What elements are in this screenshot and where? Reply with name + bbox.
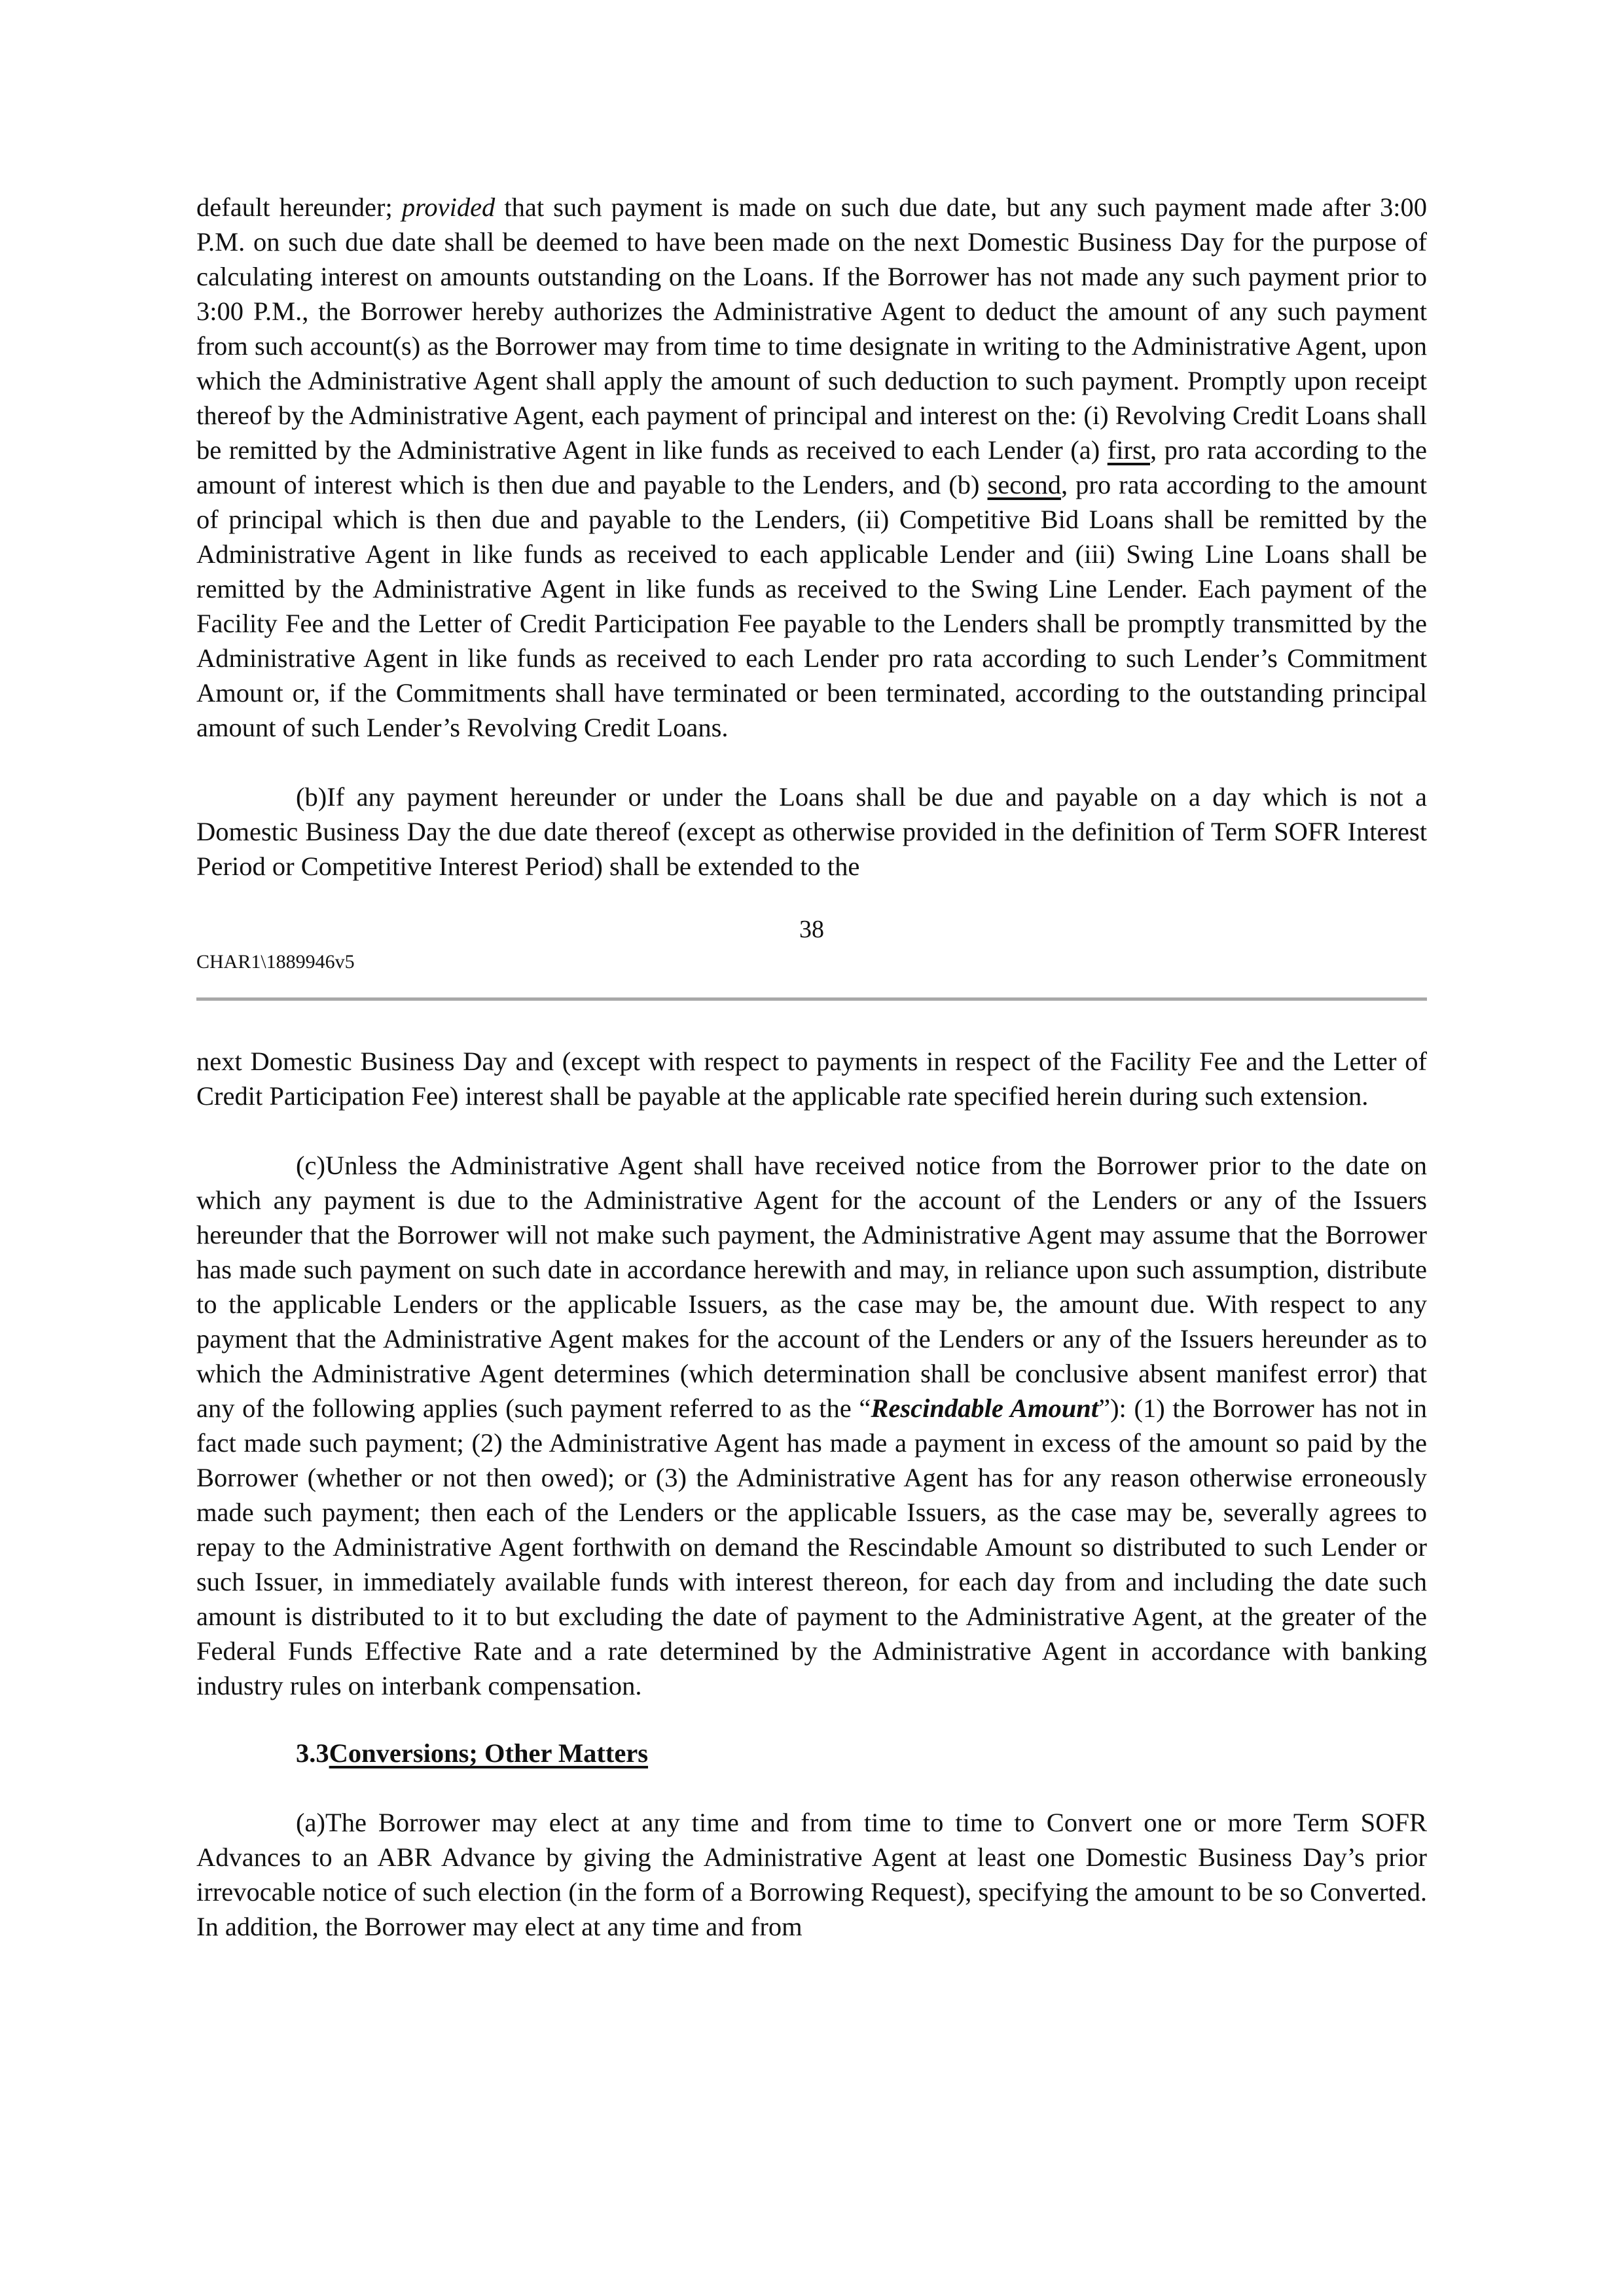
text-run: , pro rata according to the amount of principal which is then due and payable to the Lenders, (ii) Competitive Bid Loans shall be remitted by the Administrative Agent in like funds as received to each applicable Lender and (iii) Swing Line Loans shall be remitted by the Administrative Agent in like funds as received to the Swing Line Lender. Each payment of the Facility Fee and the Letter of Credit Participation Fee payable to the Lenders shall be promptly transmitted by the Administrative Agent in like funds as received to each Lender pro rata according to such Lender’s Commitment Amount or, if the Commitments shall have terminated or been terminated, according to the outstanding principal amount of such Lender’s Revolving Credit Loans. — [196, 470, 1427, 742]
paragraph-payment-distribution — [196, 190, 1427, 745]
paragraph-c — [196, 1148, 1427, 1703]
section-number: 3.3 — [296, 1738, 329, 1768]
page-break-divider — [196, 997, 1427, 1001]
defined-term-rescindable-amount: Rescindable Amount — [871, 1393, 1099, 1423]
paragraph-b: (b)If any payment hereunder or under the Loans shall be due and payable on a day which is not a Domestic Business Day the due date thereof (except as otherwise provided in the definition of Term SOFR Interest Period or Competitive Interest Period) shall be extended to the — [196, 782, 1427, 881]
document-id-footer: CHAR1\1889946v5 — [196, 951, 355, 973]
page-number: 38 — [799, 916, 824, 943]
paragraph-b-continued: next Domestic Business Day and (except with respect to payments in respect of the Facility Fee and the Letter of Credit Participation Fee) interest shall be payable at the applicable rate specified herein during such extension. — [196, 1047, 1427, 1111]
underlined-term-second: second — [987, 470, 1061, 499]
italic-term-provided: provided — [401, 192, 496, 222]
paragraph-3-3-a: (a)The Borrower may elect at any time and from time to time to Convert one or more Term SOFR Advances to an ABR Advance by giving the Administrative Agent at least one Domestic Business Day’s prior irrevocable notice of such election (in the form of a Borrowing Request), specifying the amount to be so Converted. In addition, the Borrower may elect at any time and from — [196, 1808, 1427, 1941]
section-title: Conversions; Other Matters — [329, 1738, 649, 1768]
underlined-term-first: first — [1107, 435, 1150, 465]
text-run: ”): (1) the Borrower has not in fact made such payment; (2) the Administrative Agent has made a payment in excess of the amount so paid by the Borrower (whether or not then owed); or (3) the Administrative Agent has for any reason otherwise erroneously made such payment; then each of the Lenders or the applicable Issuers, as the case may be, severally agrees to repay to the Administrative Agent forthwith on demand the Rescindable Amount so distributed to such Lender or such Issuer, in immediately available funds with interest thereon, for each day from and including the date such amount is distributed to it to but excluding the date of payment to the Administrative Agent, at the greater of the Federal Funds Effective Rate and a rate determined by the Administrative Agent in accordance with banking industry rules on interbank compensation. — [196, 1393, 1428, 1700]
document-page — [196, 190, 1427, 1944]
text-run: , pro rata according to the amount of interest which is then due and payable to the Lenders, and (b) — [196, 435, 1427, 499]
text-run: that such payment is made on such due date, but any such payment made after 3:00 P.M. on such due date shall be deemed to have been made on the next Domestic Business Day for the purpose of calculating interest on amounts outstanding on the Loans. If the Borrower has not made any such payment prior to 3:00 P.M., the Borrower hereby authorizes the Administrative Agent to deduct the amount of any such payment from such account(s) as the Borrower may from time to time designate in writing to the Administrative Agent, upon which the Administrative Agent shall apply the amount of such deduction to such payment. Promptly upon receipt thereof by the Administrative Agent, each payment of principal and interest on the: (i) Revolving Credit Loans shall be remitted by the Administrative Agent in like funds as received to each Lender (a) — [196, 192, 1427, 465]
text-run: (c)Unless the Administrative Agent shall have received notice from the Borrower prior to the date on which any payment is due to the Administrative Agent for the account of the Lenders or any of the Issuers hereunder that the Borrower will not make such payment, the Administrative Agent may assume that the Borrower has made such payment on such date in accordance herewith and may, in reliance upon such assumption, distribute to the applicable Lenders or the applicable Issuers, as the case may be, the amount due. With respect to any payment that the Administrative Agent makes for the account of the Lenders or any of the Issuers hereunder as to which the Administrative Agent determines (which determination shall be conclusive absent manifest error) that any of the following applies (such payment referred to as the “ — [196, 1151, 1427, 1423]
text-run: default hereunder; — [196, 192, 402, 222]
section-heading — [196, 1736, 1427, 1770]
